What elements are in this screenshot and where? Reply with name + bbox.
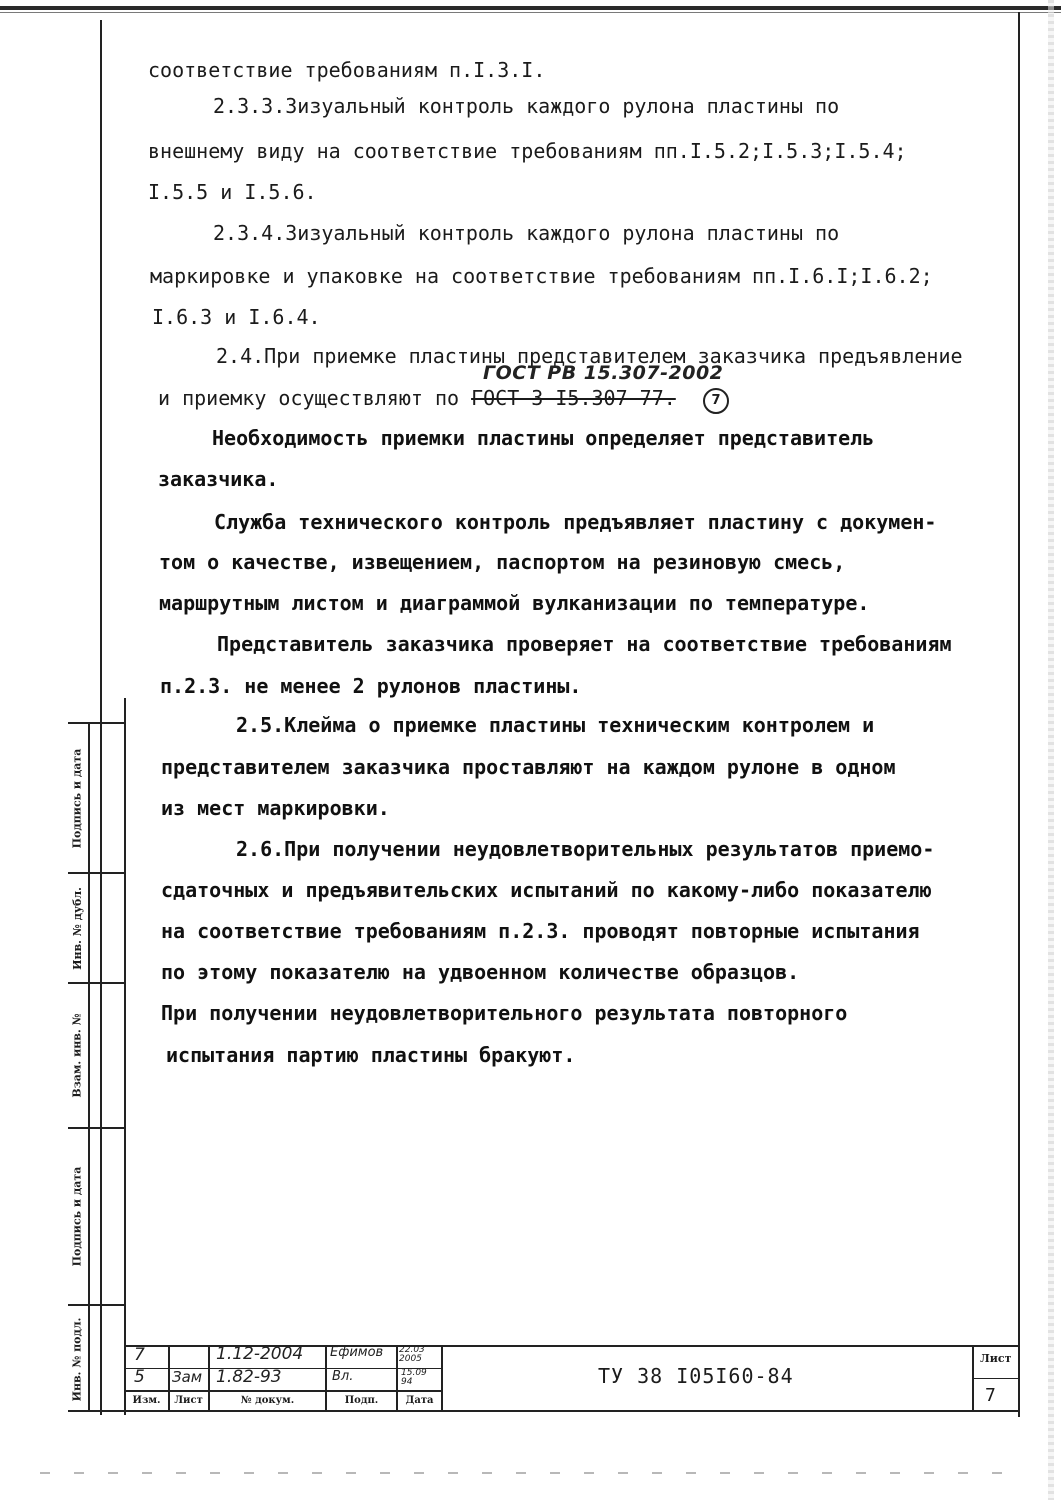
- header-date: Дата: [405, 1395, 434, 1406]
- header-list: Лист: [174, 1395, 203, 1406]
- text-line: Необходимость приемки пластины определяет представитель: [212, 426, 875, 450]
- row1-izm: 7: [134, 1345, 145, 1365]
- text-line: маршрутным листом и диаграммой вулканизации по температуре.: [159, 591, 870, 615]
- clause-2-3-4: 2.3.4.Зизуальный контроль каждого рулона пластины по: [213, 221, 840, 245]
- text-line: соответствие требованиям п.I.3.I.: [148, 58, 546, 82]
- frame-left-inner-line: [124, 698, 126, 1415]
- side-stamp-signature-date-1: Подпись и дата: [68, 722, 124, 872]
- header-doc: № докум.: [240, 1395, 295, 1406]
- revision-mark: 7: [703, 388, 729, 414]
- sheet-label: Лист: [980, 1352, 1012, 1365]
- text-line: Представитель заказчика проверяет на соответствие требованиям: [217, 632, 952, 656]
- document-designation: ТУ 38 I05I60-84: [598, 1364, 794, 1388]
- text-segment: и приемку осуществляют по: [158, 386, 460, 410]
- struck-standard: ГОСТ 3 I5.307-77.: [471, 386, 676, 410]
- side-stamp-dup-inv: Инв. № дубл.: [68, 872, 124, 982]
- scan-top-border: [0, 6, 1061, 10]
- clause-2-5: 2.5.Клейма о приемке пластины техническим контролем и: [236, 713, 875, 737]
- text-line: из мест маркировки.: [161, 796, 390, 820]
- row2-doc: 1.82-93: [216, 1367, 282, 1387]
- text-line: I.5.5 и I.5.6.: [148, 180, 317, 204]
- row2-sign: Вл.: [332, 1369, 354, 1384]
- title-block-sheet-line: [972, 1378, 1018, 1379]
- text-line: сдаточных и предъявительских испытаний по какому-либо показателю: [161, 878, 932, 902]
- text-line: п.2.3. не менее 2 рулонов пластины.: [160, 674, 582, 698]
- side-stamp-signature-date-2: Подпись и дата: [68, 1127, 124, 1304]
- header-sign: Подп.: [344, 1395, 379, 1406]
- text-line: том о качестве, извещением, паспортом на резиновую смесь,: [159, 550, 846, 574]
- row2-list: Зам: [172, 1368, 203, 1386]
- header-izm: Изм.: [132, 1395, 161, 1406]
- text-line: Служба технического контроль предъявляет пластину с докумен-: [214, 510, 937, 534]
- side-stamp-repl-inv: Взам. инв. №: [68, 982, 124, 1127]
- text-line: по этому показателю на удвоенном количестве образцов.: [161, 960, 800, 984]
- row2-izm: 5: [134, 1367, 145, 1387]
- title-block-row-line: [124, 1390, 442, 1392]
- row1-date: 22.03 2005: [399, 1345, 425, 1364]
- scan-right-edge: [1048, 0, 1054, 1500]
- scan-top-border-thin: [0, 12, 1061, 13]
- frame-bottom-line: [68, 1410, 1020, 1412]
- row1-doc: 1.12-2004: [216, 1344, 304, 1364]
- clause-2-4: 2.4.При приемке пластины представителем заказчика предъявление: [216, 344, 963, 368]
- clause-2-6: 2.6.При получении неудовлетворительных результатов приемо-: [236, 837, 935, 861]
- text-line: I.6.3 и I.6.4.: [152, 305, 321, 329]
- row1-sign: Ефимов: [330, 1345, 384, 1360]
- text-line: При получении неудовлетворительного результата повторного: [161, 1001, 848, 1025]
- text-line: внешнему виду на соответствие требованиям пп.I.5.2;I.5.3;I.5.4;: [148, 139, 907, 163]
- text-line: на соответствие требованиям п.2.3. проводят повторные испытания: [161, 919, 920, 943]
- handwritten-correction: ГОСТ РВ 15.307-2002: [483, 362, 724, 384]
- side-stamp-orig-inv: Инв. № подл.: [68, 1304, 124, 1412]
- text-line: заказчика.: [158, 467, 279, 491]
- row2-date: 15.09 94: [401, 1368, 427, 1387]
- text-line: испытания партию пластины бракуют.: [166, 1043, 576, 1067]
- text-line: представителем заказчика проставляют на каждом рулоне в одном: [161, 755, 896, 779]
- frame-right-line: [1018, 12, 1020, 1417]
- text-line: маркировке и упаковке на соответствие требованиям пп.I.6.I;I.6.2;: [150, 264, 933, 288]
- scan-bottom-noise: [40, 1472, 1020, 1474]
- title-block-col-line: [441, 1345, 443, 1410]
- sheet-number: 7: [985, 1385, 996, 1406]
- text-line: [158, 378, 676, 419]
- clause-2-3-3: 2.3.3.Зизуальный контроль каждого рулона пластины по: [213, 94, 840, 118]
